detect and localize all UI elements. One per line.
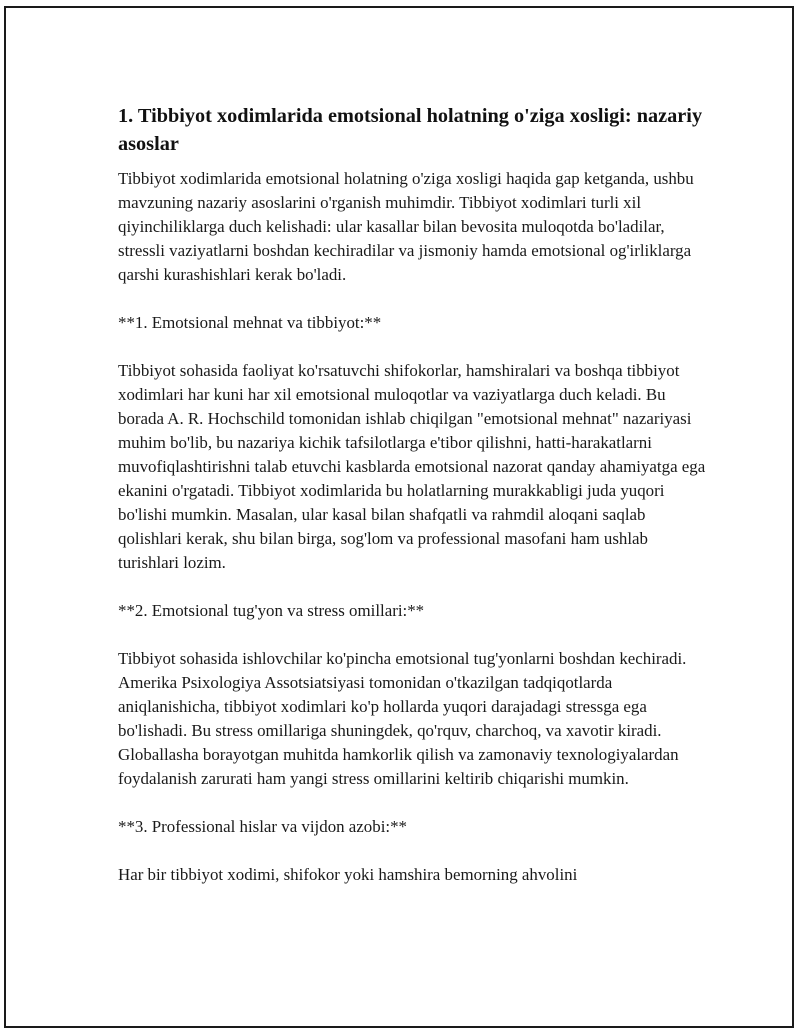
section-heading-1: **1. Emotsional mehnat va tibbiyot:** xyxy=(118,313,382,332)
document-title: 1. Tibbiyot xodimlarida emotsional holatning o'ziga xosligi: nazariy asoslar xyxy=(118,105,703,155)
document-body xyxy=(118,102,710,887)
section-heading-3: **3. Professional hislar va vijdon azobi:** xyxy=(118,817,407,836)
section-1-paragraph: Tibbiyot sohasida faoliyat ko'rsatuvchi shifokorlar, hamshiralari va boshqa tibbiyot xodimlari har kuni har xil emotsional muloqotlar va vaziyatlarga duch keladi. Bu borada A. R. Hochschild tomonidan ishlab chiqilgan "emotsional mehnat" nazariyasi muhim bo'lib, bu nazariya kichik tafsilotlarga e'tibor qilishni, hatti-harakatlarni muvofiqlashtirishni talab etuvchi kasblarda emotsional nazorat qanday ahamiyatga ega ekanini o'rgatadi. Tibbiyot xodimlarida bu holatlarning murakkabligi juda yuqori bo'lishi mumkin. Masalan, ular kasal bilan shafqatli va rahmdil aloqani saqlab qolishlari kerak, shu bilan birga, sog'lom va professional masofani ham ushlab turishlari lozim. xyxy=(118,361,706,572)
section-3-paragraph: Har bir tibbiyot xodimi, shifokor yoki hamshira bemorning ahvolini xyxy=(118,865,578,884)
section-heading-2: **2. Emotsional tug'yon va stress omillari:** xyxy=(118,601,425,620)
section-2-paragraph: Tibbiyot sohasida ishlovchilar ko'pincha emotsional tug'yonlarni boshdan kechiradi. Amerika Psixologiya Assotsiatsiyasi tomonidan o'tkazilgan tadqiqotlarda aniqlanishicha, tibbiyot xodimlari ko'p hollarda yuqori darajadagi stressga ega bo'lishadi. Bu stress omillariga shuningdek, qo'rquv, charchoq, va xavotir kiradi. Globallasha borayotgan muhitda hamkorlik qilish va zamonaviy texnologiyalardan foydalanish zarurati ham yangi stress omillarini keltirib chiqarishi mumkin. xyxy=(118,649,687,788)
page-frame xyxy=(4,6,794,1028)
intro-paragraph: Tibbiyot xodimlarida emotsional holatning o'ziga xosligi haqida gap ketganda, ushbu mavzuning nazariy asoslarini o'rganish muhimdir. Tibbiyot xodimlari turli xil qiyinchiliklarga duch kelishadi: ular kasallar bilan bevosita muloqotda bo'ladilar, stressli vaziyatlarni boshdan kechiradilar va jismoniy hamda emotsional og'irliklarga qarshi kurashishlari kerak bo'ladi. xyxy=(118,169,694,284)
